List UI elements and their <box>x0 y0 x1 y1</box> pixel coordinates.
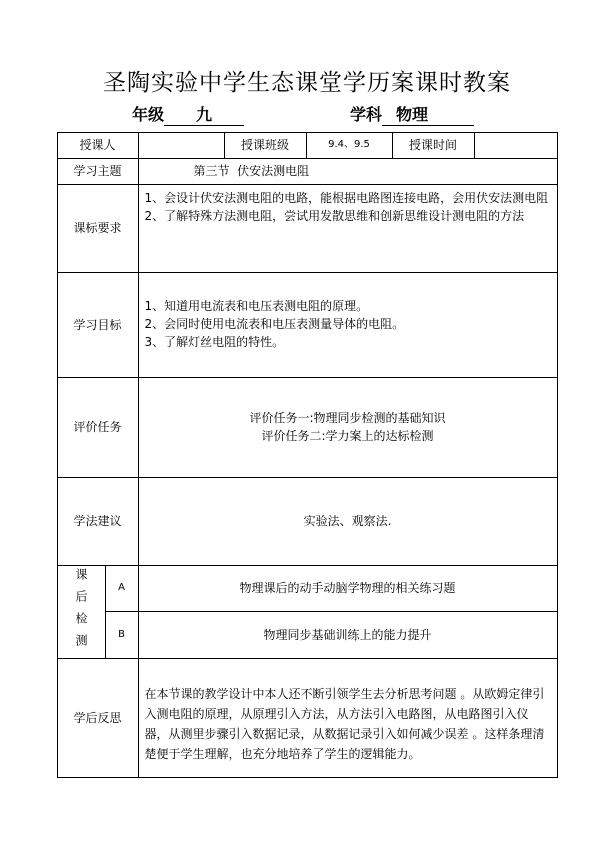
goals-label: 学习目标 <box>57 272 139 378</box>
page-title: 圣陶实验中学生态课堂学历案课时教案 <box>103 70 511 96</box>
post-test-value-a: 物理课后的动手动脑学物理的相关练习题 <box>138 565 558 612</box>
subject-field <box>350 102 474 126</box>
subject-value: 物理 <box>382 102 474 126</box>
reflection-label: 学后反思 <box>57 658 139 778</box>
topic-value: 第三节 伏安法测电阻 <box>138 158 558 185</box>
tasks-content <box>138 377 558 478</box>
goals-line: 1、知道用电流表和电压表测电阻的原理。 <box>144 298 369 313</box>
post-test-key-b: B <box>105 611 139 659</box>
standards-line: 1、会设计伏安法测电阻的电路，能根据电路图连接电路，会用伏安法测电阻 <box>144 190 549 205</box>
tasks-line: 评价任务一:物理同步检测的基础知识 <box>249 411 446 425</box>
goals-content <box>138 272 558 378</box>
class-value: 9.4、9.5 <box>306 132 393 159</box>
grade-field <box>132 102 244 126</box>
grade-label: 年级 <box>132 105 165 124</box>
teacher-value <box>138 132 225 159</box>
class-label: 授课班级 <box>224 132 307 159</box>
methods-label: 学法建议 <box>57 477 139 566</box>
tasks-line: 评价任务二:学力案上的达标检测 <box>261 429 434 443</box>
tasks-label: 评价任务 <box>57 377 139 478</box>
goals-line: 2、会同时使用电流表和电压表测量导体的电阻。 <box>144 316 405 331</box>
time-label: 授课时间 <box>392 132 475 159</box>
standards-line: 2、了解特殊方法测电阻，尝试用发散思维和创新思维设计测电阻的方法 <box>144 208 525 223</box>
goals-line: 3、了解灯丝电阻的特性。 <box>144 334 285 349</box>
reflection-value: 在本节课的教学设计中本人还不断引领学生去分析思考问题 。从欧姆定律引入测电阻的原理，从原理引入方法，从方法引入电路图，从电路图引入仪器，从测里步骤引入数据记录，从数据记录引入如何减少误差 。这样条理清楚便于学生理解，也充分地培养了学生的逻辑能力。 <box>138 658 558 778</box>
methods-value: 实验法、观察法. <box>138 477 558 566</box>
topic-label: 学习主题 <box>57 158 139 185</box>
post-test-value-b: 物理同步基础训练上的能力提升 <box>138 611 558 659</box>
grade-value: 九 <box>164 102 244 126</box>
time-value <box>474 132 558 159</box>
post-test-key-a: A <box>105 565 139 612</box>
subject-label: 学科 <box>350 105 383 124</box>
teacher-label: 授课人 <box>57 132 139 159</box>
standards-content <box>138 184 558 273</box>
post-test-label: 课后检测 <box>57 565 106 659</box>
standards-label: 课标要求 <box>57 184 139 273</box>
